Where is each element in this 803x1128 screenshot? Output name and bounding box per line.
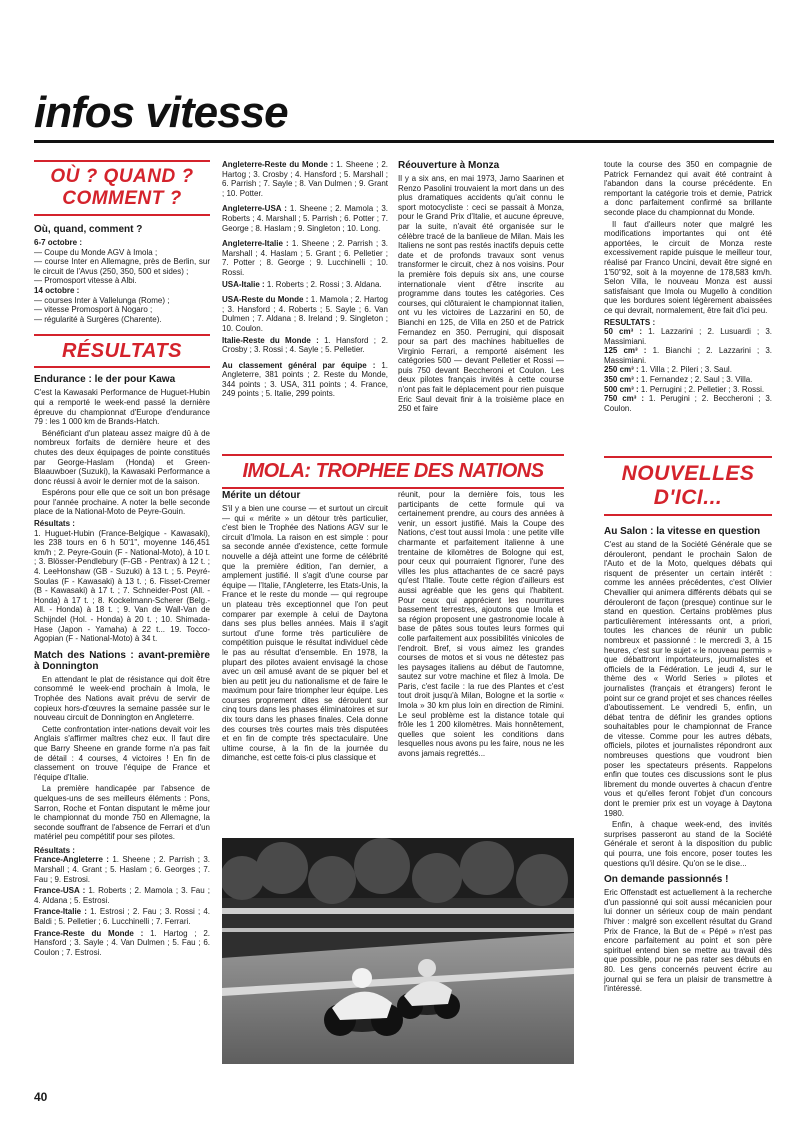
result-label: France-USA : [34, 886, 86, 896]
monza-continued: Il faut d'ailleurs noter que malgré les modifications importantes qui ont été apportées, le circuit de Monza reste excessivement rapide puisque le meilleur tour, réalisé par Franco Uncini, devait être signé en 1'50"92, soit à la moyenne de 178,583 km/h. Selon Villa, le nouveau Monza est aussi satisfaisant que Imola ou Mugello à condition que les bordures soient légèrement abaissées ce qui devrait, normalement, être fait d'ici peu. [604, 219, 772, 315]
demand-paragraph: Eric Offenstadt est actuellement à la recherche d'un passionné qui soit aussi mécanicien pour lui donner un sérieux coup de main pendant l'hiver : malgré son excellent résultat du Grand Prix de France, la But de « Pépé » n'est pas encore parfaitement au point et son père spirituel entend bien se mettre au travail dès que possible, pour ne pas rater ses débuts en 80. Les gens concernés peuvent écrire au journal qui se fera un plaisir de transmettre à l'intéressé. [604, 888, 772, 994]
result-line [222, 280, 388, 290]
class-label: 125 cm³ : [604, 346, 647, 356]
demand-heading: On demande passionnés ! [604, 874, 729, 886]
salon-paragraph: Enfin, à chaque week-end, des invités surprises passeront au stand de la Société Générale et seront à la disposition du public qui pourra, une fois encore, poser toutes les questions qu'il désire. Qu'on se le dise... [604, 820, 772, 868]
result-label: Angleterre-USA : [222, 204, 287, 214]
result-line [222, 239, 388, 277]
page-title: infos vitesse [34, 88, 288, 137]
endurance-paragraph: Espérons pour elle que ce soit un bon présage pour l'année prochaine. A noter la belle seconde place de la National-Moto de Peyre-Gouin. [34, 488, 210, 517]
results-title: RÉSULTATS [61, 340, 183, 363]
where-box [34, 160, 210, 216]
result-label: Italie-Reste du Monde : [222, 335, 319, 345]
page-number: 40 [34, 1090, 48, 1104]
monza-result-line [604, 394, 772, 413]
class-label: 350 cm³ : [604, 375, 639, 385]
class-results: 1. Bianchi ; 2. Lazzarini ; 3. Massimiani. [604, 346, 772, 365]
match-paragraph: Cette confrontation inter-nations devait voir les Anglais s'affirmer maîtres chez eux. Il faut dire que Barry Sheene en grande forme n'a pas fait de détail : 4 courses, 4 victoires ! En fin de classement on trouve l'équipe de France et l'équipe d'Italie. [34, 724, 210, 782]
results-box [34, 334, 210, 368]
endurance-paragraph: Bénéficiant d'un plateau assez maigre dû à de nombreux forfaits de dernière heure et des chutes des deux équipages de pointe constitués par George-Haslam (Honda) et Green-Blaauwboer (Suzuki), la Kawasaki Performance a donc réussi à avoir le dernier mot de la saison. [34, 428, 210, 486]
date2-item: — vitesse Promosport à Nogaro ; [34, 305, 153, 315]
result-line [222, 204, 388, 233]
class-label: 500 cm³ : [604, 384, 639, 394]
result-label: France-Angleterre : [34, 855, 109, 865]
result-label: USA-Italie : [222, 279, 265, 289]
results-label: Résultats : [34, 519, 75, 529]
result-line [222, 160, 388, 198]
result-text: 1. Mamola ; 2. Hartog ; 3. Hansford ; 4. Roberts ; 5. Sayle ; 6. Van Dulmen ; 7. Aldana ; 8. Ireland ; 9. Singleton ; 10. Coulon. [222, 295, 388, 333]
monza-paragraph: Il y a six ans, en mai 1973, Jarno Saarinen et Renzo Pasolini trouvaient la mort dans un des plus dramatiques accidents qu'ait connu le sport motocycliste : ceci se passait à Monza, pour le Grand Prix d'Italie, et aucune épreuve, par la suite, n'avait été organisée sur le célèbre tracé de la banlieue de Milan. Mais les Italiens ne sont pas restés inactifs depuis cette date et de profonds travaux sont venus transformer le circuit, chez à nos voisins. Pour la première fois depuis six ans, une course internationale vient d'être inscrite au programme dans toutes les catégories. Ces courses, qui clôturaient le championnat italien, ont vu les victoires de Lazzarini en 50, de Bianchi en 125, de Villa en 250 et de Patrick Fernandez en 350. Perrugini, qui disposait pour sa part des machines habituelles de Virginio Ferrari, a remporté aisément les catégories 500 — devant Pelletier et Rossi — puis 750 devant Beccheroni et Coulon. Les deux pilotes français invités à cette course n'ont pas fait le déplacement pour rien puisque Eric Saul devait finir à la troisième place en 250 et faire [398, 174, 564, 414]
monza-results-label: RESULTATS : [604, 317, 656, 327]
result-text: 1. Hansford ; 2. Crosby ; 3. Rossi ; 4. Sayle ; 5. Pelletier. [222, 335, 388, 355]
class-label: 250 cm³ : [604, 365, 639, 375]
class-results: 1. Perrugini ; 2. Pelletier ; 3. Rossi. [640, 384, 765, 394]
result-text: 1. Angleterre, 381 points ; 2. Reste du Monde, 344 points ; 3. USA, 311 points ; 4. France, 249 points ; 5. Italie, 299 points. [222, 360, 388, 399]
date1-item: — course Inter en Allemagne, près de Berlin, sur le circuit de l'Avus (250, 350, 500 et sides) ; [34, 257, 210, 276]
class-results: 1. Villa ; 2. Pileri ; 3. Saul. [640, 365, 732, 375]
class-results: 1. Lazzarini ; 2. Lusuardi ; 3. Massimiani. [604, 327, 773, 346]
result-text: 1. Estrosi ; 2. Fau ; 3. Rossi ; 4. Baldi ; 5. Pelletier ; 6. Lucchinelli ; 7. Ferrari. [34, 907, 210, 927]
result-line [34, 855, 210, 884]
result-label: France-Italie : [34, 907, 87, 917]
result-text: 1. Roberts ; 2. Rossi ; 3. Aldana. [266, 279, 382, 289]
date2: 14 octobre : [34, 285, 80, 295]
where-title-line1: OÙ ? QUAND ? [50, 166, 194, 187]
result-text: 1. Sheene ; 2. Hartog ; 3. Crosby ; 4. Hansford ; 5. Marshall ; 6. Parrish ; 7. Sayle ; 8. Van Dulmen ; 9. Grant ; 10. Potter. [222, 160, 388, 198]
results2-label: Résultats : [34, 845, 75, 855]
date2-item: — régularité à Surgères (Charente). [34, 314, 162, 324]
imola-column-a [222, 490, 388, 765]
date2-item: — courses Inter à Vallelunga (Rome) ; [34, 295, 170, 305]
result-label: Angleterre-Reste du Monde : [222, 160, 334, 169]
imola-paragraph: réunit, pour la dernière fois, tous les participants de cette formule qui va certainement prendre, au cours des années à venir, un essort justifié. Mais la Coupe des Nations, c'est tout aussi Imola : une petite ville charmante et parfaitement italienne à une trentaine de kilomètres de Bologne qui est, pour ceux qui pourraient l'ignorer, l'une des villes les plus attachantes de ce sacré pays qu'est l'Italie. Toute cette région d'ailleurs est aussi agréable que les gens qui l'habitent. Pour ceux qui apprécient les nourritures bassement terrestres, ajoutons que Imola et sa région proposent une gastronomie locale à base de pâtes sous toutes leurs formes qui colle parfaitement aux possibilités vinicoles de l'endroit. Bref, si vous aimez les grandes courses de motos et si vous ne détestez pas les paysages italiens au début de l'automne, sautez sur votre machine et filez à Imola. De Paris, c'est facile : la rue des Plantes et c'est tout droit jusqu'à Milan, Bologne et la sortie « Imola » 30 km plus loin en direction de Rimini. Le seul problème est la distance totale qui frôle les 1 200 kilomètres. Mais honnêtement, quelles que soient les conditions dans lesquelles nous avons pu les faire, nous ne les avons jamais regrettés... [398, 490, 564, 759]
result-line [34, 886, 210, 905]
result-label: Angleterre-Italie : [222, 239, 289, 249]
where-heading: Où, quand, comment ? [34, 224, 143, 235]
imola-banner: IMOLA: TROPHEE DES NATIONS [222, 454, 564, 489]
endurance-results: 1. Huguet-Hubin (France-Belgique - Kawasaki), les 238 tours en 6 h 50'1", moyenne 146,451 km/h ; 2. Peyre-Gouin (F - National-Moto), à 10 t. ; 3. Blösser-Pendlebury (F-GB - Pentrax) à 12 t. ; 4. LeeHonshaw (GB - Suzuki) à 13 t. ; 5. Peyré-Soulas (F - Kawasaki) à 13 t. ; 6. Fisset-Cremer (B - Kawasaki) à 17 t. ; 7. Schneider-Post (All. - Honda) à 17 t. ; 8. Kockelmann-Scherer (Belg.-All. - Honda) à 18 t. ; 9. Van de Wall-Van de Schijndel (Hol. - Honda) à 20 t. ; 10. Shimada-Hase (Japon - Yamaha) à 22 t... 19. Tocco-Agopian (F - National-Moto) à 34 t. [34, 528, 210, 644]
result-text: 1. Sheene ; 2. Parrish ; 3. Marshall ; 4. Grant ; 5. Haslam ; 6. Georges ; 7. Fau ; 9. Estrosi. [34, 855, 210, 884]
race-photo-image [222, 838, 574, 1064]
result-text: 1. Roberts ; 2. Mamola ; 3. Fau ; 4. Aldana ; 5. Estrosi. [34, 886, 210, 905]
column-4 [604, 160, 772, 413]
endurance-paragraph: C'est la Kawasaki Performance de Huguet-Hubin qui a remporté le week-end passé la dernière épreuve du championnat d'Europe d'endurance 79 : les 1 000 km de Brands-Hatch. [34, 388, 210, 427]
class-label: 750 cm³ : [604, 394, 644, 404]
result-line [222, 361, 388, 399]
result-line [34, 907, 210, 926]
monza-result-line [604, 375, 772, 385]
result-label: USA-Reste du Monde : [222, 295, 309, 305]
date1-item: — Coupe du Monde AGV à Imola ; [34, 247, 158, 257]
result-line [222, 295, 388, 333]
match-paragraph: La première handicapée par l'absence de quelques-uns de ses meilleurs éléments : Pons, Sarron, Roche et Fontan disputant le même jour le championnat du monde 750 en Allemagne, la seconde souffrant de l'absence de Ferrari et d'un matériel peu compétitif pour ses pilotes. [34, 784, 210, 842]
result-text: 1. Sheene ; 2. Parrish ; 3. Marshall ; 4. Haslam ; 5. Grant ; 6. Pelletier ; 7. Potter ; 8. George ; 9. Lucchinelli ; 10. Rossi. [222, 239, 388, 277]
salon-paragraph: C'est au stand de la Société Générale que se dérouleront, pendant le prochain Salon de l'Auto et de la Moto, quelques débats qui risquent de présenter un certain intérêt : comme les années précédentes, c'est Olivier Chevallier qui animera différents débats qui se dérouleront de façon (presque) continue sur le stand en question. Certains problèmes plus particulièrement intéressants ont, a priori, toutes les chances de réunir un public nombreux et passionné : le mercredi 3, à 15 heures, c'est sur le sujet « le nouveau permis » que débattront importateurs, journalistes et officiels de la Fédération. Le jeudi 4, sur le thème des « World Series » pilotes et journalistes (français et étrangers) feront le point sur ce grand projet et ses chances réelles d'aboutissement. Le vendredi 5, enfin, un débat tentra de définir les grandes options souhaitables pour le championnat de France de vitesse. Comme pour les autres débats, officiels, pilotes et journalistes répondront aux nombreuses questions que voudront bien poser les spectateurs présents. Rappelons enfin que toutes ces discussions sont le plus librement du monde ouvertes à chacun d'entre vous et qu'elles feront l'objet d'un concours dont le premier prix est un voyage à Daytona 1980. [604, 540, 772, 818]
news-box [604, 456, 772, 516]
monza-continued: toute la course des 350 en compagnie de Patrick Fernandez qui avait été contraint à l'abandon dans la course précédente. En remportant la catégorie trois et demie, Patrick a donc parfaitement confirmé sa brillante seconde place du championnat du Monde. [604, 160, 772, 217]
news-title-line2: D'ICI... [653, 486, 723, 509]
result-text: 1. Sheene ; 2. Mamola ; 3. Roberts ; 4. Marshall ; 5. Parrish ; 6. Potter ; 7. George ; 8. Haslam ; 9. Singleton ; 10. Long. [222, 204, 388, 233]
title-rule [34, 140, 774, 143]
salon-heading: Au Salon : la vitesse en question [604, 526, 761, 537]
result-label: Au classement général par équipe : [222, 360, 376, 370]
endurance-heading: Endurance : le der pour Kawa [34, 374, 176, 386]
result-label: France-Reste du Monde : [34, 928, 144, 938]
class-results: 1. Perugini ; 2. Beccheroni ; 3. Coulon. [604, 394, 772, 413]
monza-result-line [604, 385, 772, 395]
news-title-line1: NOUVELLES [621, 462, 755, 485]
where-title-line2: COMMENT ? [62, 188, 182, 209]
column-1 [34, 160, 210, 959]
column-3 [398, 160, 564, 416]
result-line [222, 336, 388, 355]
monza-heading: Réouverture à Monza [398, 160, 500, 171]
date1-item: — Promosport vitesse à Albi. [34, 276, 137, 286]
monza-result-line [604, 327, 772, 346]
imola-column-b [398, 490, 564, 761]
race-photo [222, 838, 574, 1064]
class-label: 50 cm³ : [604, 327, 643, 337]
imola-subhead: Mérite un détour [222, 490, 301, 501]
class-results: 1. Fernandez ; 2. Saul ; 3. Villa. [640, 375, 753, 385]
result-line [34, 929, 210, 958]
monza-result-line [604, 365, 772, 375]
column-5 [604, 456, 772, 996]
match-heading: Match des Nations : avant-première à Donnington [34, 649, 210, 672]
date1: 6-7 octobre : [34, 238, 83, 247]
monza-result-line [604, 346, 772, 365]
imola-paragraph: S'il y a bien une course — et surtout un circuit — qui « mérite » un détour très particulier, c'est bien le Trophée des Nations AGV sur le circuit d'Imola. La raison en est simple : pour sa seconde année d'existence, cette formule nouvelle a déjà atteint une forme de célébrité que la première édition, l'an dernier, a amplement justifié. Il s'agit d'une course par équipe — l'Italie, l'Angleterre, les Etats-Unis, la France et le reste du monde — qui regroupe un plateau très exceptionnel que l'on peut comparer par exemple à celui de Daytona dans ses plus belles années. Mais il s'agit surtout d'une forme très particulière de compétition puisque le résultat individuel cède le pas au résultat d'ensemble. En 1978, la plupart des pilotes avaient envisagé la chose avec un œil amusé avant de se piquer bel et bien au petit jeu du nationalisme et de faire le maximum pour faire triompher leur équipe. Les courses proprement dites se déroulent sur cinq tours dans les phases éliminatoires et sur dix tours dans les phases finales. Cela donne des courses très courtes mais très disputées et en fin de compte très spectaculaire. Une ultime course, à la fin de la journée du dimanche, est cette fois-ci plus classique et [222, 504, 388, 763]
result-text: 1. Hartog ; 2. Hansford ; 3. Sayle ; 4. Van Dulmen ; 5. Fau ; 6. Coulon ; 7. Estrosi. [34, 928, 210, 957]
match-paragraph: En attendant le plat de résistance qui doit être consommé le week-end prochain à Imola, le Trophée des Nations avait prévu de servir de copieux hors-d'œuvres la semaine passée sur le nouveau circuit de Donnington en Angleterre. [34, 674, 210, 723]
column-2 [222, 160, 388, 401]
